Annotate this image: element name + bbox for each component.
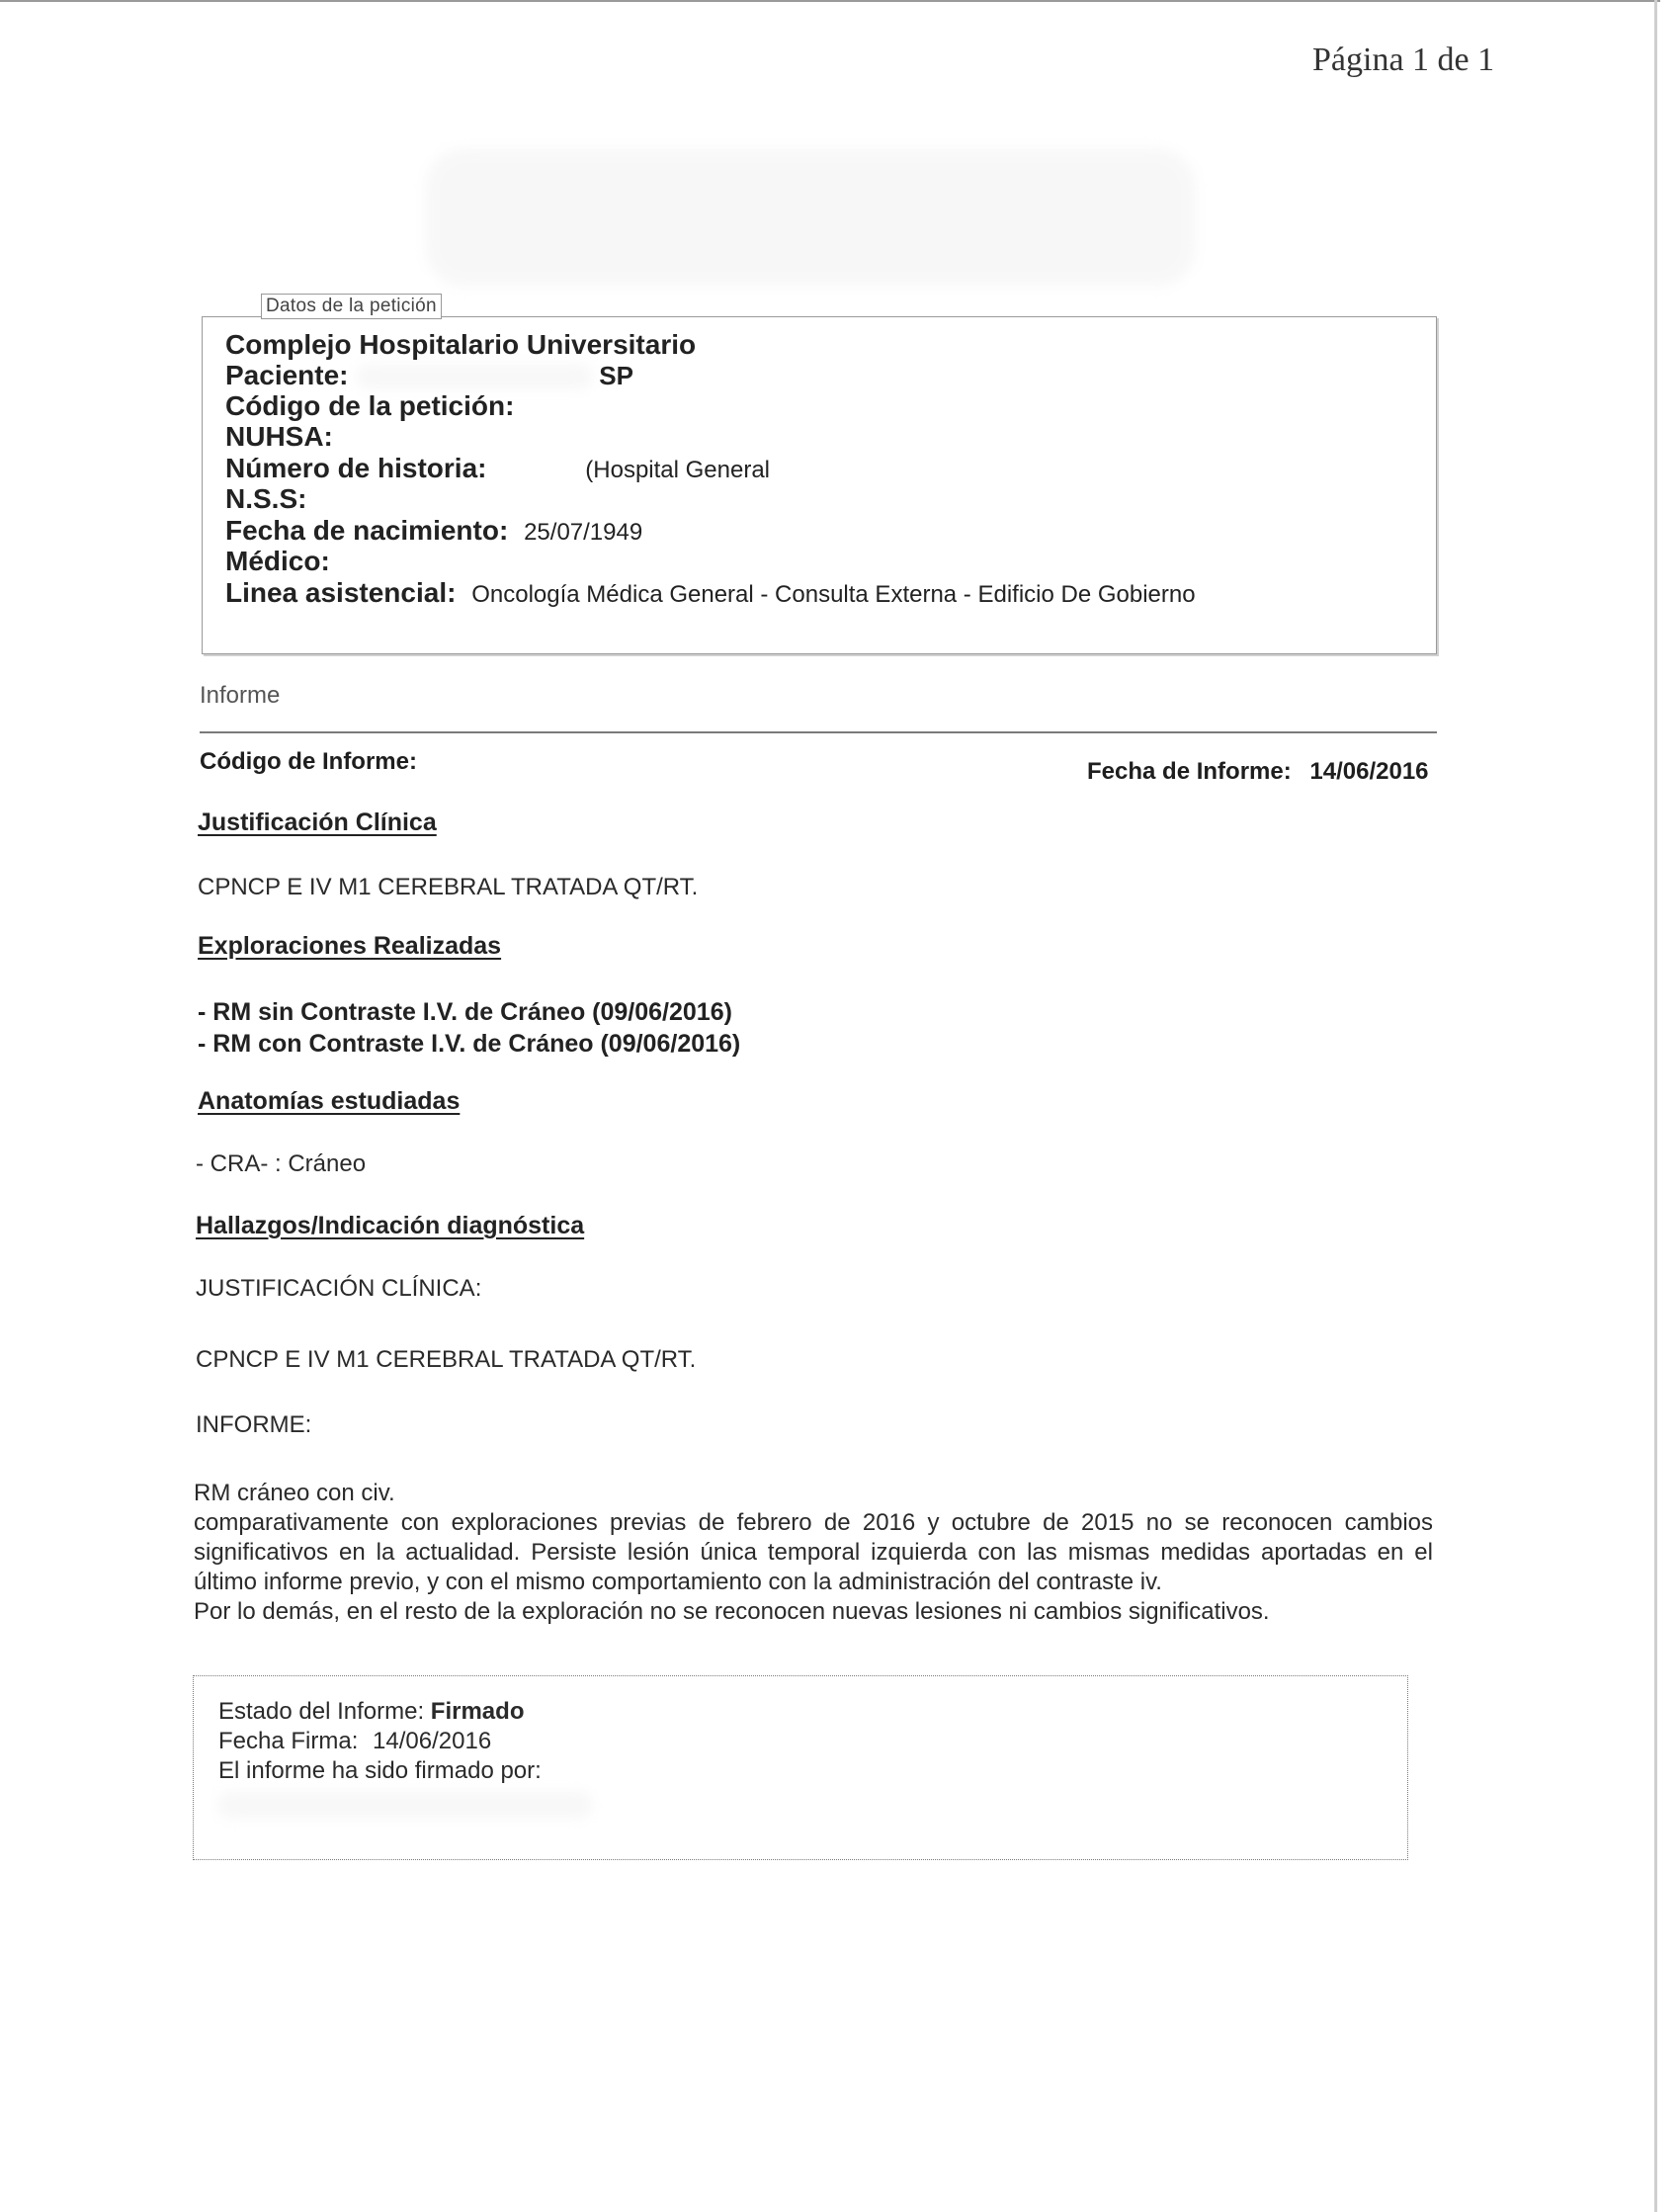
- status-value: Firmado: [430, 1698, 525, 1725]
- hospital-name-text: Complejo Hospitalario Universitario: [225, 329, 697, 360]
- findings-justification-label: JUSTIFICACIÓN CLÍNICA:: [196, 1275, 482, 1302]
- status-label: Estado del Informe:: [218, 1698, 425, 1725]
- findings-paragraph-3: Por lo demás, en el resto de la exploración no se reconocen nuevas lesiones ni cambios significativos.: [194, 1598, 1270, 1625]
- birthdate-row: [225, 515, 642, 547]
- history-label: Número de historia:: [225, 453, 487, 483]
- report-date: [1087, 758, 1429, 786]
- findings-body: [194, 1479, 1433, 1627]
- signature-date-row: [218, 1728, 491, 1755]
- exploration-item-1: - RM sin Contraste I.V. de Cráneo (09/06/2016): [198, 998, 732, 1026]
- report-date-value: 14/06/2016: [1309, 758, 1429, 785]
- justification-title: Justificación Clínica: [198, 808, 437, 836]
- informe-divider: [200, 731, 1437, 733]
- findings-report-label: INFORME:: [196, 1411, 312, 1438]
- history-value: (Hospital General: [585, 457, 771, 483]
- signature-date-label: Fecha Firma:: [218, 1728, 359, 1754]
- nuhsa-row: [225, 421, 333, 453]
- anatomy-text: - CRA- : Cráneo: [196, 1150, 367, 1177]
- findings-title: Hallazgos/Indicación diagnóstica: [196, 1212, 585, 1239]
- findings-paragraph-1: RM cráneo con civ.: [194, 1480, 395, 1506]
- nss-row: [225, 483, 306, 515]
- nuhsa-label: NUHSA:: [225, 421, 333, 452]
- justification-text: CPNCP E IV M1 CEREBRAL TRATADA QT/RT.: [198, 874, 699, 900]
- page-number: Página 1 de 1: [1312, 42, 1495, 78]
- request-code-label: Código de la petición:: [225, 390, 515, 421]
- anatomy-title: Anatomías estudiadas: [198, 1087, 461, 1115]
- findings-justification-text: CPNCP E IV M1 CEREBRAL TRATADA QT/RT.: [196, 1346, 697, 1373]
- doctor-label: Médico:: [225, 546, 330, 576]
- request-code-row: [225, 390, 514, 422]
- request-legend: Datos de la petición: [261, 294, 442, 319]
- care-line-label: Linea asistencial:: [225, 577, 457, 608]
- history-row: [225, 453, 770, 484]
- patient-label: Paciente:: [225, 360, 349, 390]
- signed-by-label: El informe ha sido firmado por:: [218, 1757, 542, 1784]
- scan-edge-right: [1654, 0, 1657, 2212]
- doctor-row: [225, 546, 330, 577]
- status-row: [218, 1698, 524, 1726]
- hospital-name: [225, 329, 696, 361]
- findings-paragraph-2: comparativamente con exploraciones previas de febrero de 2016 y octubre de 2015 no se reconocen cambios significativos en la actualidad. Persiste lesión única temporal izquierda con las mismas medidas aportadas en el último informe previo, y con el mismo comportamiento con la administración del contraste iv.: [194, 1509, 1433, 1595]
- redacted-header: [425, 148, 1196, 287]
- scan-edge-top: [0, 0, 1660, 6]
- patient-value: SP: [599, 361, 633, 390]
- informe-heading: Informe: [200, 682, 281, 709]
- birthdate-label: Fecha de nacimiento:: [225, 515, 509, 546]
- nss-label: N.S.S:: [225, 483, 307, 514]
- report-date-label: Fecha de Informe:: [1087, 758, 1292, 785]
- care-line-row: [225, 577, 1196, 609]
- care-line-value: Oncología Médica General - Consulta Externa - Edificio De Gobierno: [471, 581, 1196, 608]
- explorations-title: Exploraciones Realizadas: [198, 932, 502, 960]
- exploration-item-2: - RM con Contraste I.V. de Cráneo (09/06/2016): [198, 1030, 741, 1058]
- birthdate-value: 25/07/1949: [524, 519, 643, 546]
- patient-row: [225, 360, 633, 391]
- signature-date-value: 14/06/2016: [373, 1728, 492, 1754]
- report-code-label: Código de Informe:: [200, 748, 417, 775]
